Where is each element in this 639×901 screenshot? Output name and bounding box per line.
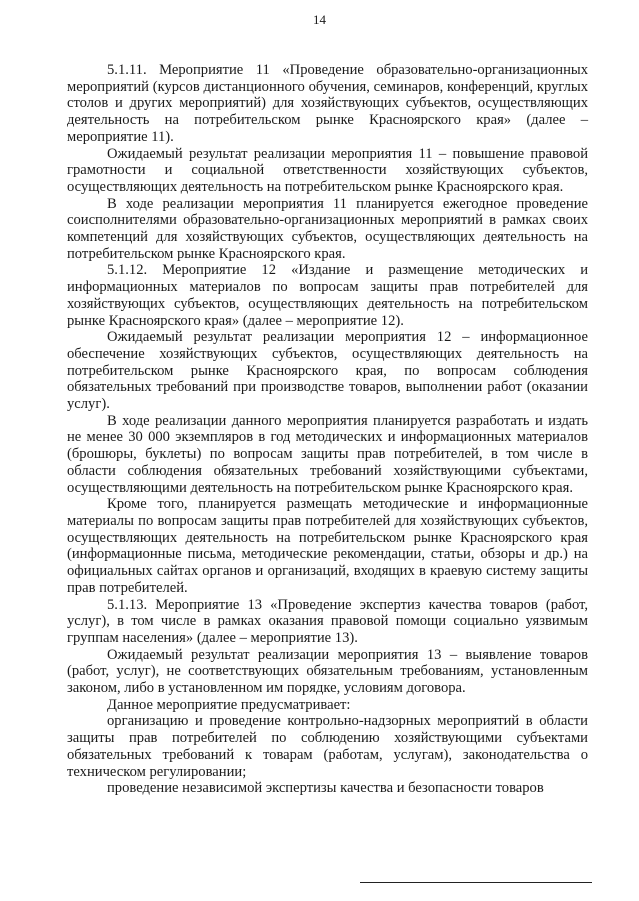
paragraph-inspections: организацию и проведение контрольно-надзорных мероприятий в области защиты прав потребителей по соблюдению хозяйствующими субъектами обязательных требований к товарам (работам, услугам), законодательства о техническом регулировании; bbox=[67, 713, 588, 780]
paragraph-expertise: проведение независимой экспертизы качества и безопасности товаров bbox=[107, 780, 544, 797]
paragraph-result-12: Ожидаемый результат реализации мероприятия 12 – информационное обеспечение хозяйствующих субъектов, осуществляющих деятельность на потребительском рынке Красноярского края, по вопросам соблюдения обязательных требований при производстве товаров, выполнении работ (оказании услуг). bbox=[67, 329, 588, 413]
paragraph-5-1-13: 5.1.13. Мероприятие 13 «Проведение экспертиз качества товаров (работ, услуг), в том числе в рамках оказания правовой помощи социально уязвимым группам населения» (далее – мероприятие 13). bbox=[67, 596, 588, 646]
paragraph-5-1-12: 5.1.12. Мероприятие 12 «Издание и размещение методических и информационных материалов по вопросам защиты прав потребителей для хозяйствующих субъектов, осуществляющих деятельность на потребительском рынке Красноярского края» (далее – мероприятие 12). bbox=[67, 262, 588, 329]
paragraph-result-11: Ожидаемый результат реализации мероприятия 11 – повышение правовой грамотности и социальной ответственности хозяйствующих субъектов, осуществляющих деятельность на потребительском рынке Красноярского края. bbox=[67, 145, 588, 195]
paragraph-result-13: Ожидаемый результат реализации мероприятия 13 – выявление товаров (работ, услуг), не соответствующих обязательным требованиям, установленным законом, либо в установленном им порядке, условиям договора. bbox=[67, 646, 588, 697]
page-number: 14 bbox=[313, 12, 326, 27]
paragraph-implementation-11: В ходе реализации мероприятия 11 планируется ежегодное проведение соисполнителями образовательно-организационных мероприятий в рамках своих компетенций для хозяйствующих субъектов, осуществляющих деятельность на потребительском рынке Красноярского края. bbox=[67, 195, 588, 262]
paragraph-5-1-11: 5.1.11. Мероприятие 11 «Проведение образовательно-организационных мероприятий (курсов дистанционного обучения, семинаров, конференций, круглых столов и других мероприятий) для хозяйствующих субъектов, осуществляющих деятельность на потребительском рынке Красноярского края» (далее – мероприятие 11). bbox=[67, 62, 588, 145]
paragraph-websites-12: Кроме того, планируется размещать методические и информационные материалы по вопросам защиты прав потребителей для хозяйствующих субъектов, осуществляющих деятельность на потребительском рынке Красноярского края (информационные письма, методические рекомендации, статьи, обзоры и др.) на официальных сайтах органов и организаций, входящих в краевую систему защиты прав потребителей. bbox=[67, 496, 588, 596]
paragraph-provides: Данное мероприятие предусматривает: bbox=[107, 696, 351, 713]
paragraph-implementation-12: В ходе реализации данного мероприятия планируется разработать и издать не менее 30 000 экземпляров в год методических и информационных материалов (брошюры, буклеты) по вопросам защиты прав потребителей, в том числе в области соблюдения обязательных требований хозяйствующими субъектами, осуществляющими деятельность на потребительском рынке Красноярского края. bbox=[67, 412, 588, 496]
document-body bbox=[67, 62, 588, 797]
footer-rule bbox=[360, 882, 592, 883]
